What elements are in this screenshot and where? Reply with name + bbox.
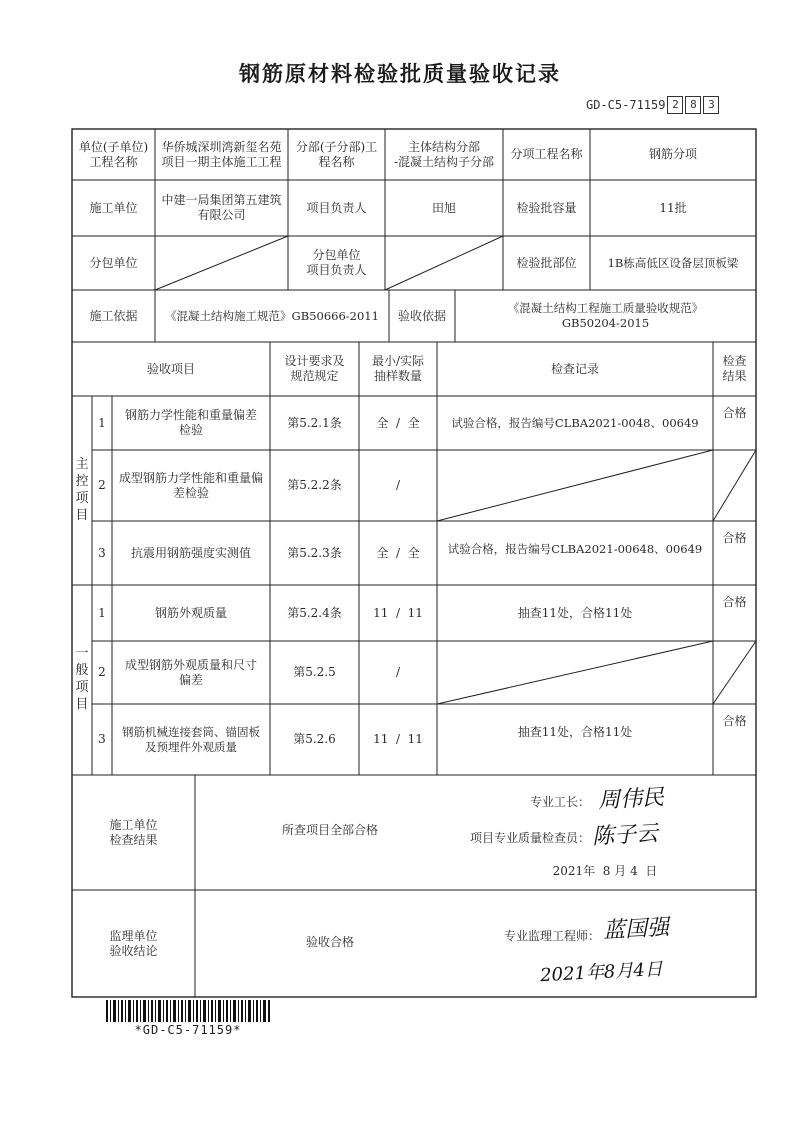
row-number: 2 <box>98 478 106 492</box>
column-design: 设计要求及 规范规定 <box>284 354 345 383</box>
row-item: 钢筋力学性能和重量偏差 检验 <box>124 408 257 437</box>
document-code-box: 8 <box>685 96 701 114</box>
unit-name-label: 单位(子单位) 工程名称 <box>78 139 149 169</box>
row-result: 合格 <box>722 531 747 545</box>
group-general: 一 般 项 目 <box>75 646 89 712</box>
document-code-prefix: GD-C5-71159 <box>586 98 666 112</box>
basis-value: 《混凝土结构施工规范》GB50666-2011 <box>165 308 379 323</box>
row-design: 第5.2.3条 <box>287 545 342 560</box>
subitem-value: 钢筋分项 <box>648 147 697 161</box>
batch-capacity-label: 检验批容量 <box>516 200 577 215</box>
row-number: 1 <box>98 605 106 620</box>
row-record: 试验合格，报告编号CLBA2021-00648、00649 <box>447 541 703 556</box>
row-item: 钢筋外观质量 <box>154 605 227 620</box>
supervising-engineer-label: 专业监理工程师： <box>503 928 600 943</box>
division-value: 主体结构分部 -混凝土结构子分部 <box>393 139 495 169</box>
supervision-result: 验收合格 <box>305 934 354 949</box>
acceptance-basis-label: 验收依据 <box>397 308 446 323</box>
batch-capacity-value: 11批 <box>659 200 687 215</box>
barcode-text: *GD-C5-71159* <box>134 1023 242 1037</box>
group-main-control: 主 控 项 目 <box>75 457 89 523</box>
row-record: 抽查11处，合格11处 <box>517 605 633 620</box>
construction-check-label: 施工单位 检查结果 <box>109 817 158 847</box>
document-code <box>586 96 719 114</box>
supervising-engineer-signature: 蓝国强 <box>602 915 670 944</box>
subcontract-manager-label: 分包单位 项目负责人 <box>306 248 367 277</box>
division-label: 分部(子分部)工 程名称 <box>295 139 378 169</box>
row-sample: 全 / 全 <box>376 415 420 430</box>
row-design: 第5.2.6 <box>293 732 336 746</box>
row-design: 第5.2.4条 <box>287 605 342 620</box>
row-sample: 全 / 全 <box>376 545 420 560</box>
row-number: 1 <box>98 415 106 430</box>
batch-location-value: 1B栋高低区设备层顶板梁 <box>607 255 739 270</box>
batch-location-label: 检验批部位 <box>516 255 577 270</box>
row-sample: 11 / 11 <box>373 732 423 746</box>
row-record: 抽查11处，合格11处 <box>517 724 633 739</box>
column-record: 检查记录 <box>550 361 599 376</box>
document-code-box: 3 <box>703 96 719 114</box>
row-item: 抗震用钢筋强度实测值 <box>130 545 251 560</box>
row-number: 3 <box>98 545 106 560</box>
acceptance-basis-value: 《混凝土结构工程施工质量验收规范》 GB50204-2015 <box>507 301 704 330</box>
barcode <box>106 1000 270 1022</box>
row-record: 试验合格，报告编号CLBA2021-0048、00649 <box>451 415 699 430</box>
row-result: 合格 <box>722 595 747 609</box>
row-sample: 11 / 11 <box>373 605 423 620</box>
foreman-label: 专业工长： <box>529 794 590 809</box>
construction-unit-label: 施工单位 <box>89 200 138 215</box>
row-sample: / <box>395 665 401 679</box>
basis-label: 施工依据 <box>89 308 138 323</box>
document-code-box: 2 <box>667 96 683 114</box>
project-manager-label: 项目负责人 <box>306 200 367 215</box>
row-result: 合格 <box>722 406 747 420</box>
project-manager-value: 田旭 <box>431 200 456 215</box>
construction-unit-value: 中建一局集团第五建筑 有限公司 <box>161 193 282 222</box>
inspector-label: 项目专业质量检查员： <box>469 830 590 845</box>
row-item: 钢筋机械连接套筒、锚固板 及预埋件外观质量 <box>122 724 260 754</box>
row-result: 合格 <box>722 714 747 728</box>
column-item: 验收项目 <box>146 361 195 376</box>
construction-check-date: 2021年 8 月 4 日 <box>552 863 658 878</box>
row-design: 第5.2.1条 <box>287 415 342 430</box>
row-number: 2 <box>98 665 106 679</box>
row-item: 成型钢筋力学性能和重量偏 差检验 <box>118 470 263 500</box>
column-result: 检查 结果 <box>722 354 747 383</box>
column-sample: 最小/实际 抽样数量 <box>371 354 425 383</box>
row-item: 成型钢筋外观质量和尺寸 偏差 <box>124 657 257 687</box>
row-design: 第5.2.5 <box>293 665 336 679</box>
supervision-label: 监理单位 验收结论 <box>109 928 158 958</box>
construction-check-result: 所查项目全部合格 <box>281 822 378 837</box>
document-title: 钢筋原材料检验批质量验收记录 <box>239 61 561 86</box>
inspector-signature: 陈子云 <box>591 821 659 850</box>
row-sample: / <box>395 478 401 492</box>
supervision-date-handwritten: 2021年8月4日 <box>539 958 664 987</box>
foreman-signature: 周伟民 <box>597 785 665 814</box>
unit-name-value: 华侨城深圳湾新玺名苑 项目一期主体施工工程 <box>161 139 282 169</box>
subitem-label: 分项工程名称 <box>510 147 583 161</box>
subcontract-label: 分包单位 <box>89 255 138 270</box>
row-number: 3 <box>98 732 106 746</box>
row-design: 第5.2.2条 <box>287 478 342 492</box>
